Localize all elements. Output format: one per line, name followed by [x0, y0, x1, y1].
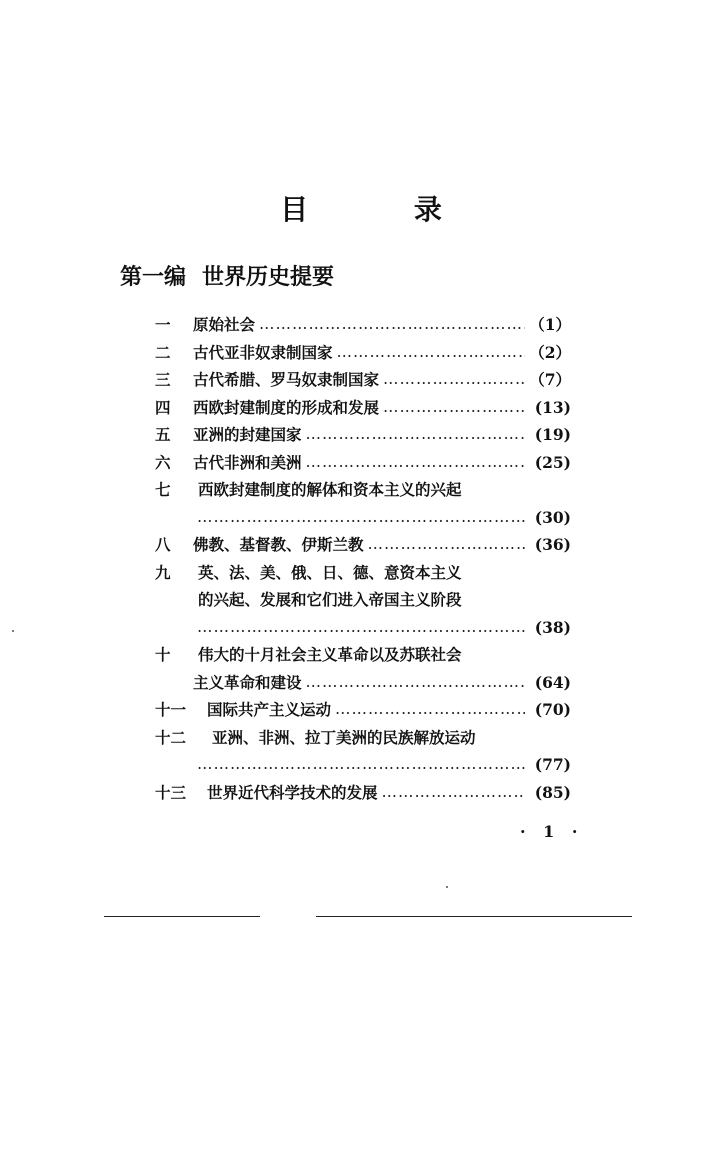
entry-page: (19) — [534, 425, 571, 444]
entry-page: (85) — [534, 782, 571, 802]
dot-leader — [383, 366, 525, 394]
entry-number: 九 — [155, 562, 171, 582]
entry-title: 古代希腊、罗马奴隶制国家 — [193, 370, 380, 389]
entry-number: 一 — [155, 315, 171, 334]
entry-number: 八 — [155, 535, 171, 554]
dot-leader — [337, 339, 525, 367]
entry-number: 十一 — [155, 700, 187, 719]
entry-number: 十二 — [155, 727, 187, 747]
dot-leader — [306, 421, 525, 449]
dot-leader — [197, 504, 525, 532]
entry-number: 十三 — [155, 782, 187, 802]
entry-page: (13) — [534, 397, 571, 417]
entry-number: 六 — [155, 452, 171, 472]
entry-page: (77) — [534, 755, 571, 774]
page-number-mark: · 1 · — [520, 822, 584, 841]
entry-title: 英、法、美、俄、日、德、意资本主义 — [197, 562, 462, 582]
dot-leader — [335, 696, 525, 724]
entry-title: 古代亚非奴隶制国家 — [193, 342, 333, 362]
bottom-rule-left — [104, 916, 260, 917]
entry-number: 二 — [155, 342, 171, 362]
toc-entry — [155, 476, 571, 504]
entry-title: 西欧封建制度的形成和发展 — [193, 397, 380, 417]
entry-title: 亚洲、非洲、拉丁美洲的民族解放运动 — [211, 727, 476, 747]
scan-speck — [446, 886, 448, 888]
toc-entry — [155, 641, 571, 669]
entry-title: 亚洲的封建国家 — [193, 425, 302, 444]
scan-speck — [12, 630, 14, 632]
entry-number: 七 — [155, 480, 171, 499]
toc-entry-continuation — [155, 586, 571, 614]
entry-page: （2） — [529, 342, 571, 362]
entry-number: 十 — [155, 645, 171, 664]
dot-leader — [368, 531, 525, 559]
entry-title: 西欧封建制度的解体和资本主义的兴起 — [197, 480, 462, 499]
page-title: 目 录 — [280, 193, 490, 226]
dot-leader — [259, 311, 525, 339]
bottom-rule-right — [316, 916, 632, 917]
entry-page: (64) — [534, 672, 571, 692]
entry-number: 四 — [155, 397, 171, 417]
toc-entry — [155, 696, 571, 724]
entry-page: (70) — [534, 700, 571, 719]
entry-title: 古代非洲和美洲 — [193, 452, 302, 472]
table-of-contents — [155, 311, 571, 806]
entry-title: 世界近代科学技术的发展 — [207, 782, 378, 802]
toc-entry — [155, 394, 571, 422]
toc-entry — [155, 779, 571, 807]
toc-entry-continuation — [155, 614, 571, 642]
part-name: 世界历史提要 — [202, 265, 335, 290]
part-number: 第一编 — [120, 265, 187, 290]
entry-page: （7） — [529, 370, 571, 389]
entry-page: (30) — [534, 507, 571, 527]
toc-entry-continuation — [155, 669, 571, 697]
dot-leader — [197, 614, 525, 642]
entry-title: 佛教、基督教、伊斯兰教 — [193, 535, 364, 554]
toc-entry — [155, 311, 571, 339]
dot-leader — [383, 394, 525, 422]
toc-entry — [155, 724, 571, 752]
entry-page: (36) — [534, 535, 571, 554]
entry-page: （1） — [529, 315, 571, 334]
dot-leader — [306, 449, 525, 477]
toc-entry — [155, 559, 571, 587]
entry-title: 原始社会 — [193, 315, 256, 334]
toc-entry — [155, 366, 571, 394]
toc-entry-continuation — [155, 504, 571, 532]
entry-title: 国际共产主义运动 — [207, 700, 332, 719]
entry-number: 五 — [155, 425, 171, 444]
toc-entry — [155, 449, 571, 477]
entry-title: 伟大的十月社会主义革命以及苏联社会 — [197, 645, 462, 664]
toc-entry — [155, 531, 571, 559]
toc-entry — [155, 421, 571, 449]
dot-leader — [382, 779, 525, 807]
dot-leader — [197, 751, 525, 779]
entry-page: (25) — [534, 452, 571, 472]
entry-page: (38) — [534, 617, 571, 637]
entry-number: 三 — [155, 370, 171, 389]
entry-title-continued: 主义革命和建设 — [193, 672, 302, 692]
entry-title-continued: 的兴起、发展和它们进入帝国主义阶段 — [197, 590, 462, 609]
toc-entry-continuation — [155, 751, 571, 779]
part-heading — [120, 260, 334, 291]
toc-entry — [155, 339, 571, 367]
dot-leader — [306, 669, 525, 697]
